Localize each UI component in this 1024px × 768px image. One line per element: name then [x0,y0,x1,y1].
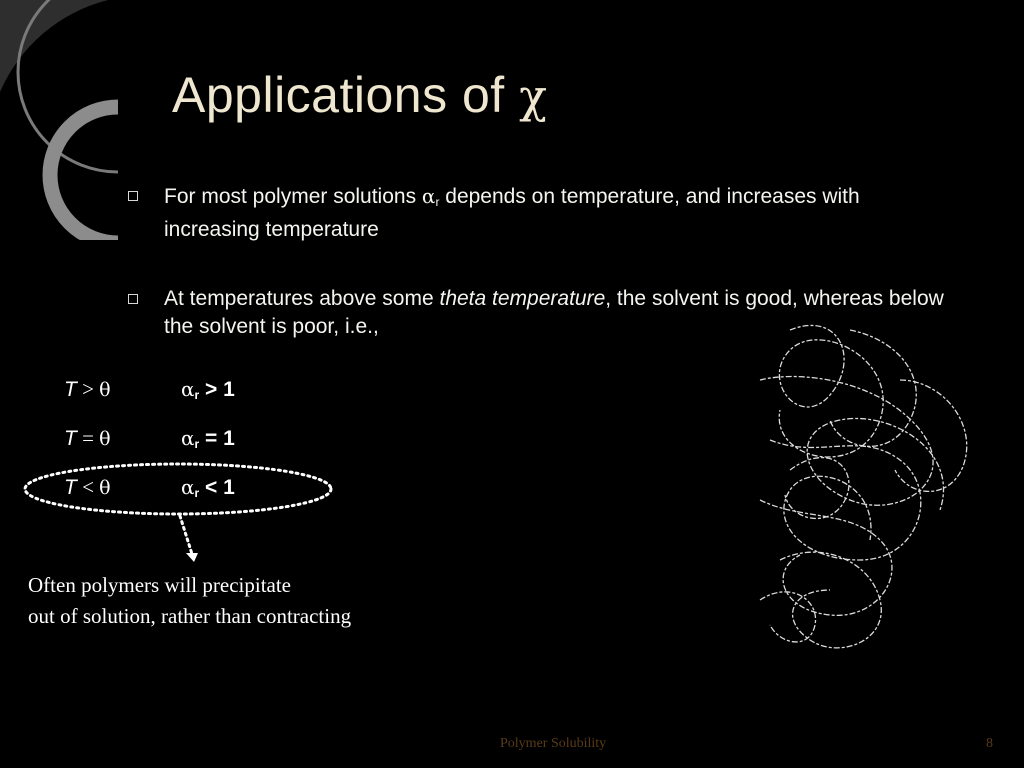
slide-title: Applications of χ [172,67,548,123]
slide: Applications of χ For most polymer solutions $\alpha_r$ depends on temperature, and increases with increasing temperature At temperatures above some theta temperature, the solvent is good, whereas below the solvent is poor, i.e., T > θ $\alpha_r > 1$ T = θ $\alpha_r = 1$ T < θ $\alpha_r < 1$ Often polymers will precipitate out of solution, rather than contracting Polymer Solubility 8 [0,0,1024,768]
alpha-symbol: α [421,184,436,208]
bullet-1: For most polymer solutions $\alpha_r$ depends on temperature, and increases with increasing temperature [128,182,948,244]
precipitation-note: Often polymers will precipitate out of solution, rather than contracting [28,573,352,628]
footer-title: Polymer Solubility [500,736,607,751]
bullet-2: At temperatures above some theta temperature, the solvent is good, whereas below the solvent is poor, i.e., [128,285,948,341]
page-number: 8 [986,736,993,751]
chi-symbol: χ [519,69,548,123]
